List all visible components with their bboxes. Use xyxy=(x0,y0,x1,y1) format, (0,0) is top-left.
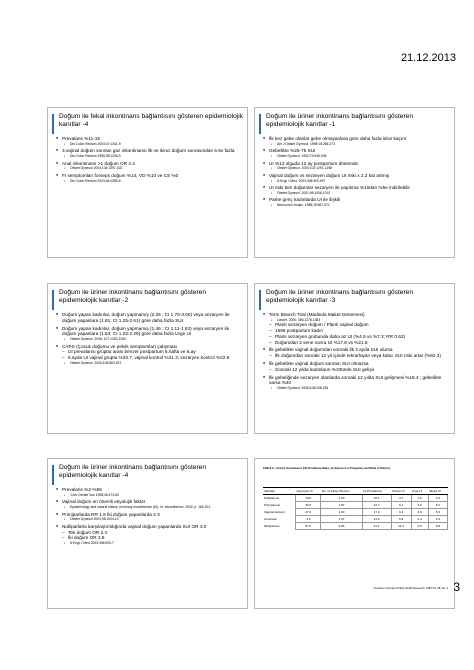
reference: ▪ Lancet. 2000; 356:1375-1383 xyxy=(263,318,451,323)
slide-urinary-incontinence-4 xyxy=(47,458,248,609)
reference: ▪ Am J Obstet Gynecol. 1998;18:266-273 xyxy=(263,142,451,147)
slide-title: Doğum ile üriner inkontinans bağlantısını gösteren epidemiolojik kanıtlar -1 xyxy=(266,113,413,129)
table-row xyxy=(263,523,448,530)
table-cell: 2.0 xyxy=(411,509,428,516)
slide-title: Doğum ile fekal inkontinans bağlantısını gösteren epidemiolojik kanıtlar -4 xyxy=(59,113,244,129)
table-cell: 14.5 xyxy=(362,516,391,523)
table-cell: Multiparous xyxy=(264,524,280,528)
bullet-item: ■ FI semptomları forseps doğum %14, VD %10 ve CS %0 xyxy=(56,173,244,179)
table-cell: 1.57 xyxy=(321,516,362,523)
column-header: Urge UI xyxy=(411,488,428,495)
table-cell: 1.87 xyxy=(321,502,362,509)
sub-bullet-item: – Doğumdan 2 sene sonra UI %17.8 vs %21.8 xyxy=(263,340,451,346)
slide-body xyxy=(56,136,244,183)
reference: ▪ Dis Colon Rectum 2003;46:1085-8 xyxy=(56,179,244,184)
bullet-item: ■ İlk gebelikte vajinal doğum sonrası SUI olmazsa xyxy=(263,361,451,367)
bullet-item: ■ UI riski tüm doğumlar sezaryen ile yapılırsa %10dan %5e indirilebilir xyxy=(263,185,451,191)
table-cell: 5.3 xyxy=(428,509,447,516)
prevalence-table xyxy=(263,487,448,530)
bullet-item: ■ Vajinal doğum en önemli etiyolojik faktör xyxy=(56,499,244,505)
bullet-item: ■ Nulliparlarla karşılaştırıldığında vajinal doğum yapanlarda SUI OR 3.0 xyxy=(56,524,244,530)
table-note: American Journal of Public Health Research, 1998 Vol. 88, No. 4 xyxy=(373,587,448,590)
table-cell: Nulliparous xyxy=(264,496,280,501)
table-cell: 4.9 xyxy=(428,516,447,523)
table-title: TABLE 2—Urinary Incontinence (UI) Prevalence Rates, by Exposure to Pregnancy and Mode of Delivery xyxy=(263,467,391,470)
column-header: Stress UI xyxy=(391,488,411,495)
slide-urinary-incontinence-3 xyxy=(254,283,455,434)
bullet-item: ■ Term Breech Trial (Madinda Maket Denemesi) xyxy=(263,312,451,318)
slide-urinary-incontinence-2 xyxy=(47,283,248,434)
column-header: Exposure % xyxy=(296,488,321,495)
reference: ▪ Neurourol Urodyn. 1988;18:567-571 xyxy=(263,203,451,208)
table-row xyxy=(263,502,448,509)
sub-bullet-item: – İki doğum OR 2.8 xyxy=(56,535,244,541)
table-cell: 11.2 xyxy=(391,523,411,530)
sub-bullet-item: – 6.ayda UI vajinal grupta %33.7, vajinal kontrol %31.3; sezaryen kontrol %22.9 xyxy=(56,355,244,361)
table-cell: 9.1 xyxy=(391,502,411,509)
reference: ▪ Obstet Gynecol. 2001;98:1006-1010 xyxy=(263,191,451,196)
bullet-item: ■ İlk gebelikte vajinal doğumdan sonraki ilk 3 ayda SUI olursa xyxy=(263,347,451,353)
reference: ▪ Obstet Gynecol. 2006;108:863-872 xyxy=(56,361,244,366)
table-header-row xyxy=(263,488,448,495)
sub-bullet-item: – Tek doğum OR 2.3 xyxy=(56,530,244,536)
table-cell: 32.5 xyxy=(296,502,321,509)
bullet-item: ■ Vajinal doğum vs sezaryen doğum UI riski x 2.2 kat artmış xyxy=(263,173,451,179)
slide-urinary-incontinence-1 xyxy=(254,107,455,258)
bullet-item: ■ UI %13 olguda 12 ay postpartum dönemde xyxy=(263,161,451,167)
slide-body xyxy=(56,487,244,546)
reference: ▪ Obstet Gynecol. 1992;79:945-949 xyxy=(263,154,451,159)
reference: ▪ Dis Colon Rectum 2004;47:1341-9 xyxy=(56,142,244,147)
table-cell: 21.1 xyxy=(362,523,391,530)
table-cell: 2.4 xyxy=(411,516,428,523)
column-header: No. of Parity Women xyxy=(321,488,362,495)
slide-body xyxy=(56,312,244,366)
column-header: Variable xyxy=(263,488,296,495)
bullet-item: ■ Doğum yapan kadınlar, doğum yapmamış (2.26 ; CI 1.70-3.00) veya sezaryen ile doğum yapanlara (1.81; CI 1.25-2.61) göre daha fazla SUI xyxy=(56,312,244,324)
table-cell: 5.2 xyxy=(428,502,447,509)
bullet-item: ■ Parite genç kadınlarda UI ile ilişkili xyxy=(263,197,451,203)
reference: ▪ Obstet Gynecol. 2006;108:248-254 xyxy=(263,386,451,391)
reference: ▪ Obstet Gynecol 2004;104:1397-402 xyxy=(56,166,244,171)
slide-fecal-incontinence-4 xyxy=(47,107,248,258)
table-cell: 1.6 xyxy=(411,495,428,502)
table-cell: 4.9 xyxy=(296,516,321,523)
reference: ▪ Obstet Gynecol. 2006; 107:1253-1260 xyxy=(56,337,244,342)
table-cell: Primiparous xyxy=(264,503,281,507)
reference: ▪ N Engl J Med. 2003;348:900-907 xyxy=(263,179,451,184)
slide-title: Doğum ile üriner inkontinans bağlantısını gösteren epidemiolojik kanıtlar -2 xyxy=(59,289,206,305)
reference: ▪ Dis Colon Rectum 1995;38:1206-9 xyxy=(56,154,244,159)
table-cell: 1.00 xyxy=(321,495,362,502)
table-cell: 16.7 xyxy=(362,502,391,509)
slide-prevalence-table xyxy=(254,458,455,609)
reference: ▪ J Am Geriatr Soc 1998;46:473-80 xyxy=(56,493,244,498)
slide-body xyxy=(263,136,451,208)
table-cell: 2.8 xyxy=(411,523,428,530)
table-cell: 27.6 xyxy=(296,509,321,516)
slide-body xyxy=(263,312,451,391)
reference: ▪ Epidemiology and natural history of urinary incontinence (UI). In: Incontinence. 2002: p. 165-201 xyxy=(56,505,244,510)
table-cell: 1.90 xyxy=(321,509,362,516)
sub-bullet-item: – Sonraki 12 yılda kadınların %33ünde SUI gelişir xyxy=(263,367,451,373)
table-cell: 6.9 xyxy=(391,516,411,523)
table-cell: 2.0 xyxy=(411,502,428,509)
table-row xyxy=(263,509,448,516)
sub-bullet-item: – Planlı sezaryen doğum / Planlı vajinal doğum xyxy=(263,322,451,328)
slide-accent-bar xyxy=(259,290,261,310)
table-cell: 4.7 xyxy=(391,495,411,502)
table-cell: 67.5 xyxy=(296,523,321,530)
table-cell: 3.4 xyxy=(428,495,447,502)
bullet-item: ■ Gebelikte %25-75 SUI xyxy=(263,148,451,154)
table-cell: 100 xyxy=(296,495,321,502)
table-cell: 17.0 xyxy=(362,509,391,516)
bullet-item: ■ İlk gebeliğinde sezaryen olanlarda sonraki 12 yılda SUI gelişmesi %19.4 ; gebelikte varsa %40 xyxy=(263,375,451,387)
slide-accent-bar xyxy=(52,290,54,310)
slide-title: Doğum ile üriner inkontinans bağlantısını gösteren epidemiolojik kanıtlar -4 xyxy=(59,464,206,480)
sub-bullet-item: – 1596 postpartum kadın xyxy=(263,328,451,334)
slide-title: Doğum ile üriner inkontinans bağlantısını gösteren epidemiolojik kanıtlar -3 xyxy=(266,289,413,305)
column-header: Mixed UI xyxy=(428,488,447,495)
reference: ▪ Obstet Gynecol 2001;98:1004-10 xyxy=(56,517,244,522)
slide-accent-bar xyxy=(52,114,54,134)
table-cell: Cesarean xyxy=(264,517,278,521)
table-row xyxy=(263,495,448,502)
slide-accent-bar xyxy=(259,114,261,134)
date-header: 21.12.2013 xyxy=(400,52,456,64)
table-cell: 9.4 xyxy=(391,509,411,516)
table-body xyxy=(263,495,448,530)
table-cell: Vaginal delivery xyxy=(264,510,285,514)
sub-bullet-item: – İlk doğumdan sonraki 12 yıl içinde tekrarlayan veya kalıcı SUI riski artar (%92.3) xyxy=(263,353,451,359)
slide-accent-bar xyxy=(52,465,54,485)
table-cell: 10.1 xyxy=(362,495,391,502)
table-cell: 2.95 xyxy=(321,523,362,530)
sub-bullet-item: – Planlı sezaryen grubunda daha az UI (%4.5 vs %7.3; RR 0.62) xyxy=(263,334,451,340)
sub-bullet-item: – UI prevalansı gruplar arası benzer postpartum 6.hafta ve 6.ay xyxy=(56,349,244,355)
reference: ▪ N Engl J Med 2003;348:900-7 xyxy=(56,541,244,546)
bullet-item: ■ CAPS (Çocuk doğumu ve pelvik semptomlar) çalışması xyxy=(56,344,244,350)
bullet-item: ■ Anal inkontinans >1 doğum OR 2.4 xyxy=(56,161,244,167)
bullet-item: ■ İlk kez gebe olanlar gebe olmayanlara göre daha fazla idrar kaçırır xyxy=(263,136,451,142)
column-header: UI Prevalence xyxy=(362,488,391,495)
bullet-item: ■ Prevalans %2-%55 xyxy=(56,487,244,493)
bullet-item: ■ Doğum yapan kadınlar, doğum yapmamış (1.46 ; CI 1.11-1.93) veya sezaryen ile doğum yapanlara (1.53; CI 1.02-2.29) göre daha fazla Urge UI xyxy=(56,326,244,338)
bullet-item: ■ Primiparlarda RR 1.9 İki doğum yapanlarda 2.3 xyxy=(56,512,244,518)
table-cell: 6.8 xyxy=(428,523,447,530)
reference: ▪ Obstet Gynecol. 2000;102:1291-1298 xyxy=(263,166,451,171)
bullet-item: ■ Prevalans %11-15 xyxy=(56,136,244,142)
page-number: 3 xyxy=(453,580,460,594)
bullet-item: ■ 3.vajinal doğum sonrası gaz inkontinansı ilk ve ikinci doğum sonrasından 6.6x fazla xyxy=(56,148,244,154)
table-row xyxy=(263,516,448,523)
